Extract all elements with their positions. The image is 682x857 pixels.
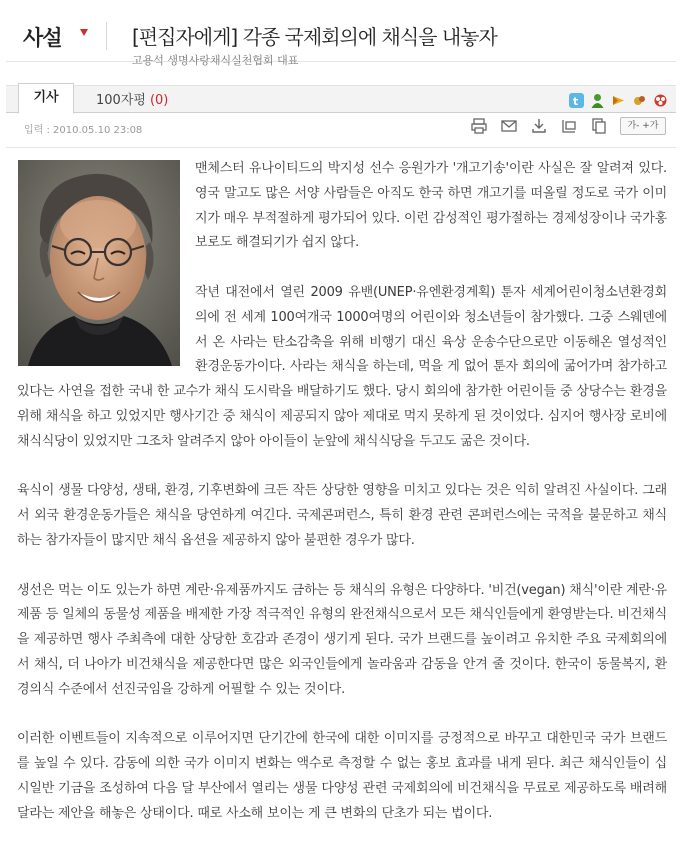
- header-divider: [106, 22, 107, 50]
- article-title: [편집자에게] 각종 국제회의에 채식을 내놓자: [132, 25, 497, 49]
- font-size-button[interactable]: 가- +가: [620, 117, 666, 135]
- article-tabs: [6, 85, 676, 113]
- share-icons: [569, 92, 668, 108]
- me2day-icon[interactable]: [590, 93, 605, 108]
- header-separator: [6, 147, 676, 148]
- twitter-icon[interactable]: [569, 93, 584, 108]
- author-byline: 고용석 생명사랑채식실천협회 대표: [132, 54, 299, 67]
- paragraph: 맨체스터 유나이티드의 박지성 선수 응원가가 '개고기송'이란 사실은 잘 알려져 있다. 영국 말고도 많은 서양 사람들은 아직도 한국 하면 개고기를 떠올릴 정도로 국가 이미지가 매우 부적절하게 평가되어 있다. 이런 감성적인 평가절하는 경제성장이나 국가홍보로도 해결되기가 쉽지 않다.: [195, 161, 667, 251]
- section-dropdown-icon[interactable]: [80, 29, 88, 36]
- section-label[interactable]: 사설: [23, 26, 62, 50]
- rss-icon[interactable]: [653, 93, 668, 108]
- tab-comments[interactable]: [96, 89, 168, 108]
- yozm-icon[interactable]: [611, 93, 626, 108]
- article-header: [6, 10, 676, 67]
- copy-icon[interactable]: [590, 117, 608, 135]
- paragraph: 작년 대전에서 열린 2009 유밴(UNEP·유엔환경계획) 툰자 세계어린이청소년환경회의에 전 세계 100여개국 1000여명의 어린이와 청소년들이 참가했다. 그중 스웨덴에서 온 사라는 탄소감축을 위해 비행기 대신 육상 운송수단으로만 이동해온 열성적인 환경운동가이다. 사라는 채식을 하는데, 먹을 게 없어 툰자 회의에 굶어가며 참가하고 있다는 사연을 접한 국내 한 교수가 채식 도시락을 배달하기도 했다. 당시 회의에 참가한 어린이들 중 상당수는 환경을 위해 채식을 하고 있었지만 행사기간 중 채식이 제공되지 않아 제대로 먹지 못하게 된 것이었다. 심지어 행사장 로비에 채식식당이 있었지만 그조차 알려주지 않아 아이들이 눈앞에 채식식당을 두고도 굶은 것이다.: [17, 284, 667, 449]
- comment-count: (0): [149, 93, 169, 108]
- paragraph: 이러한 이벤트들이 지속적으로 이루어지면 단기간에 한국에 대한 이미지를 긍정적으로 바꾸고 대한민국 국가 브랜드를 높일 수 있다. 감동에 의한 국가 이미지 변화는 액수로 측정할 수 없는 홍보 효과를 내게 된다. 최근 채식인들이 십시일반 기금을 조성하여 다음 달 부산에서 열리는 생물 다양성 관련 국제회의에 비건채식을 무료로 제공하도록 배려해 달라는 제안을 해놓은 상태이다. 때로 사소해 보이는 게 큰 변화의 단초가 되는 법이다.: [17, 731, 667, 821]
- tab-article[interactable]: 기사: [18, 83, 74, 114]
- photo-spacer: [17, 157, 195, 369]
- tab-comments-label: 100자평: [96, 93, 146, 108]
- article-body: [17, 157, 667, 851]
- save-icon[interactable]: [530, 117, 548, 135]
- svg-text:t: t: [573, 94, 579, 108]
- publish-date: 입력 : 2010.05.10 23:08: [24, 125, 143, 136]
- paragraph: 생선은 먹는 이도 있는가 하면 계란·유제품까지도 금하는 등 채식의 유형은 다양하다. '비건(vegan) 채식'이란 계란·유제품 등 일체의 동물성 제품을 배제한 가장 적극적인 유형의 완전채식으로서 모든 채식인들에게 환영받는다. 비건채식을 제공하면 행사 주최측에 대한 상당한 호감과 존경이 생기게 된다. 국가 브랜드를 높이려고 유치한 주요 국제회의에서 채식, 더 나아가 비건채식을 제공한다면 많은 외국인들에게 놀라움과 감동을 안겨 줄 것이다. 한국이 동물복지, 환경의식 수준에서 선진국임을 강하게 어필할 수 있는 것이다.: [17, 582, 667, 697]
- scrap-icon[interactable]: [560, 117, 578, 135]
- email-icon[interactable]: [500, 117, 518, 135]
- article-tools: [470, 117, 666, 135]
- article-page: [6, 10, 676, 850]
- facebook-icon[interactable]: [632, 93, 647, 108]
- print-icon[interactable]: [470, 117, 488, 135]
- paragraph: 육식이 생물 다양성, 생태, 환경, 기후변화에 크든 작든 상당한 영향을 미치고 있다는 것은 익히 알려진 사실이다. 그래서 외국 환경운동가들은 채식을 당연하게 여긴다. 국제콘퍼런스, 특히 환경 관련 콘퍼런스에는 국적을 불문하고 채식하는 참가자들이 많지만 채식 옵션을 제공하지 않아 불편한 경우가 많다.: [17, 483, 667, 548]
